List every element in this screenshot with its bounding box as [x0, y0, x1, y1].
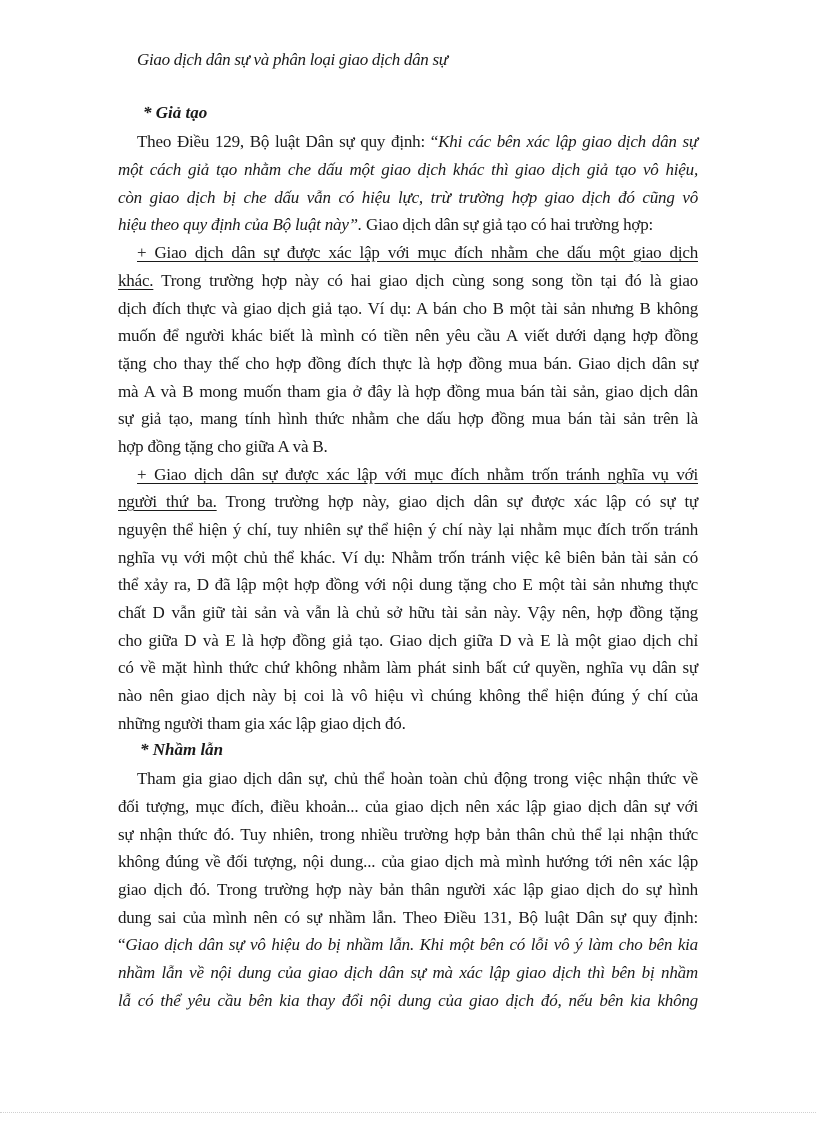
paragraph-line: nghĩa vụ với một chủ thể khác. Ví dụ: Nhằm trốn tránh việc kê biên bản tài sản có	[118, 548, 698, 567]
paragraph-line: người thứ ba. Trong trường hợp này, giao dịch dân sự được xác lập có sự tự	[118, 492, 698, 511]
paragraph-line: hợp đồng tặng cho giữa A và B.	[118, 437, 328, 456]
paragraph-line: thể xảy ra, D đã lập một hợp đồng với nội dung tặng cho E một tài sản nhưng thực	[118, 575, 698, 594]
paragraph-line: giao dịch đó. Trong trường hợp này bản thân người xác lập giao dịch do sự hình	[118, 880, 698, 899]
paragraph-line: Tham gia giao dịch dân sự, chủ thể hoàn toàn chủ động trong việc nhận thức về	[137, 769, 698, 788]
section-heading-gia-tao: * Giả tạo	[143, 103, 208, 122]
paragraph-line: sự giả tạo, mang tính hình thức nhằm che dấu hợp đồng mua bán tài sản trên là	[118, 409, 698, 428]
paragraph-line: muốn để người khác biết là mình có tiền nên yêu cầu A viết dưới dạng hợp đồng	[118, 326, 698, 345]
paragraph-line: dung sai của mình nên có sự nhầm lẫn. Theo Điều 131, Bộ luật Dân sự quy định:	[118, 908, 698, 927]
paragraph-line: tặng cho thay thế cho hợp đồng đích thực là hợp đồng mua bán. Giao dịch dân sự	[118, 354, 698, 373]
paragraph-line: đối tượng, mục đích, điều khoản... của giao dịch nên xác lập giao dịch dân sự với	[118, 797, 698, 816]
paragraph-line: khác. Trong trường hợp này có hai giao dịch cùng song song tồn tại đó là giao	[118, 271, 698, 290]
paragraph-line: nguyện thể hiện ý chí, tuy nhiên sự thể hiện ý chí này lại nhằm mục đích trốn tránh	[118, 520, 698, 539]
paragraph-line: một cách giả tạo nhằm che dấu một giao dịch khác thì giao dịch giả tạo vô hiệu,	[118, 160, 698, 179]
section-heading-nham-lan: * Nhầm lẫn	[140, 740, 224, 759]
paragraph-line: dịch đích thực và giao dịch giả tạo. Ví dụ: A bán cho B một tài sản nhưng B không	[118, 299, 698, 318]
paragraph-line: cho giữa D và E là hợp đồng giả tạo. Giao dịch giữa D và E là một giao dịch chỉ	[118, 631, 698, 650]
paragraph-line: những người tham gia xác lập giao dịch đó.	[118, 714, 406, 733]
paragraph-line: còn giao dịch bị che dấu vẫn có hiệu lực, trừ trường hợp giao dịch đó cũng vô	[118, 188, 698, 207]
page-header: Giao dịch dân sự và phân loại giao dịch dân sự	[137, 50, 448, 69]
paragraph-line: mà A và B mong muốn tham gia ở đây là hợp đồng mua bán tài sản, giao dịch dân	[118, 382, 698, 401]
paragraph-line: chất D vẫn giữ tài sản và vẫn là chủ sở hữu tài sản này. Vậy nên, hợp đồng tặng	[118, 603, 698, 622]
paragraph-line: có về mặt hình thức chứ không nhằm làm phát sinh bất cứ quyền, nghĩa vụ dân sự	[118, 658, 698, 677]
paragraph-line: + Giao dịch dân sự được xác lập với mục đích nhằm trốn tránh nghĩa vụ với	[137, 465, 698, 484]
paragraph-line: nhầm lẫn về nội dung của giao dịch dân sự mà xác lập giao dịch thì bên bị nhầm	[118, 963, 698, 982]
paragraph-line: sự nhận thức đó. Tuy nhiên, trong nhiều trường hợp bản thân chủ thể lại nhận thức	[118, 825, 698, 844]
paragraph-line: không đúng về đối tượng, nội dung... của giao dịch mà mình hướng tới nên xác lập	[118, 852, 698, 871]
paragraph-line: lẫ có thể yêu cầu bên kia thay đổi nội dung của giao dịch đó, nếu bên kia không	[118, 991, 698, 1010]
paragraph-line: + Giao dịch dân sự được xác lập với mục đích nhằm che dấu một giao dịch	[137, 243, 698, 262]
paragraph-line: “Giao dịch dân sự vô hiệu do bị nhầm lẫn. Khi một bên có lỗi vô ý làm cho bên kia	[118, 935, 698, 954]
paragraph-line: nào nên giao dịch này bị coi là vô hiệu vì chúng không thể hiện đúng ý chí của	[118, 686, 698, 705]
paragraph-line: hiệu theo quy định của Bộ luật này”. Giao dịch dân sự giả tạo có hai trường hợp:	[118, 215, 654, 234]
paragraph-line: Theo Điều 129, Bộ luật Dân sự quy định: “Khi các bên xác lập giao dịch dân sự	[137, 132, 699, 151]
page-bottom-divider	[0, 1112, 816, 1113]
